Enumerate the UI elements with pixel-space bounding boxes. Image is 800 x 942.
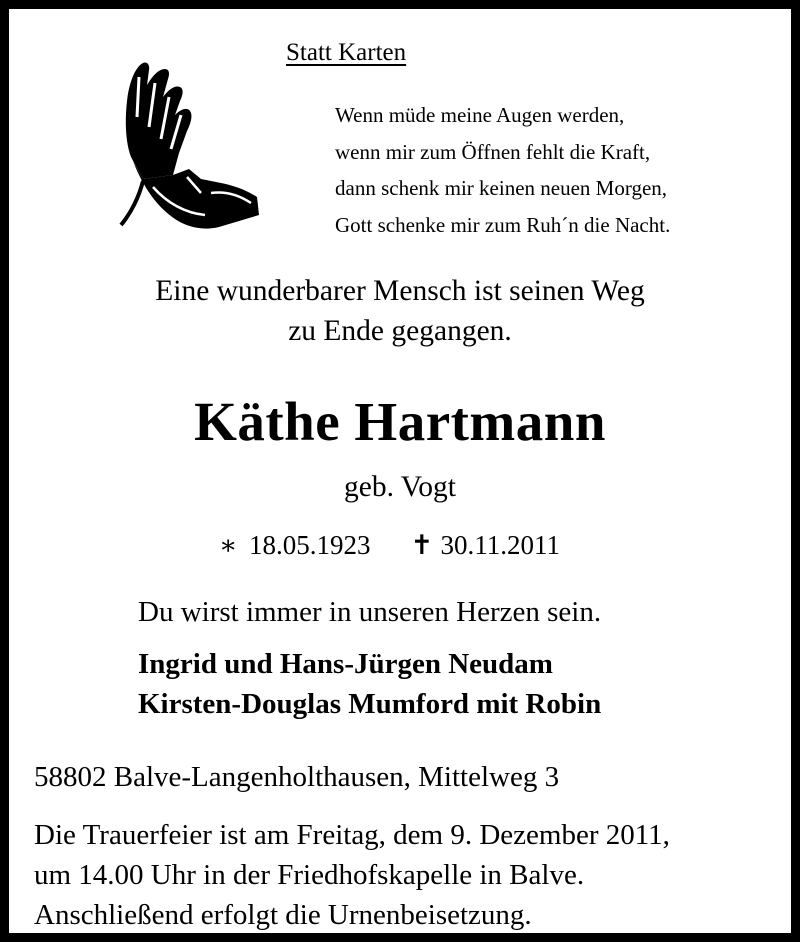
intro-line: Eine wunderbarer Mensch ist seinen Weg — [155, 275, 645, 307]
death-cross-icon: ✝ — [410, 530, 434, 560]
poem-line: Gott schenke mir zum Ruh´n die Nacht. — [335, 212, 671, 237]
intro-line: zu Ende gegangen. — [288, 315, 512, 347]
service-line: um 14.00 Uhr in der Friedhofskapelle in Balve. — [34, 859, 585, 891]
header-statt-karten: Statt Karten — [286, 39, 407, 66]
birth-star-icon: ∗ — [219, 530, 238, 560]
intro-text — [9, 271, 791, 351]
deceased-name: Käthe Hartmann — [194, 391, 606, 452]
mourner-line: Kirsten-Douglas Mumford mit Robin — [138, 688, 602, 720]
service-info — [34, 815, 670, 935]
address: 58802 Balve-Langenholthausen, Mittelweg 3 — [34, 761, 560, 793]
poem-line: wenn mir zum Öffnen fehlt die Kraft, — [335, 139, 651, 164]
maiden-name: geb. Vogt — [343, 471, 456, 503]
life-dates — [219, 525, 560, 565]
poem-line: Wenn müde meine Augen werden, — [335, 103, 625, 127]
birth-date: 18.05.1923 — [249, 530, 371, 560]
praying-hands-icon — [113, 57, 261, 235]
memorial-message: Du wirst immer in unseren Herzen sein. — [138, 596, 602, 628]
poem-line: dann schenk mir keinen neuen Morgen, — [335, 176, 668, 200]
mourner-line: Ingrid und Hans-Jürgen Neudam — [138, 648, 553, 680]
service-line: Die Trauerfeier ist am Freitag, dem 9. Dezember 2011, — [34, 819, 670, 851]
mourners — [138, 644, 601, 724]
service-line: Anschließend erfolgt die Urnenbeisetzung. — [34, 899, 532, 931]
poem — [335, 97, 670, 243]
death-date: 30.11.2011 — [440, 530, 560, 560]
